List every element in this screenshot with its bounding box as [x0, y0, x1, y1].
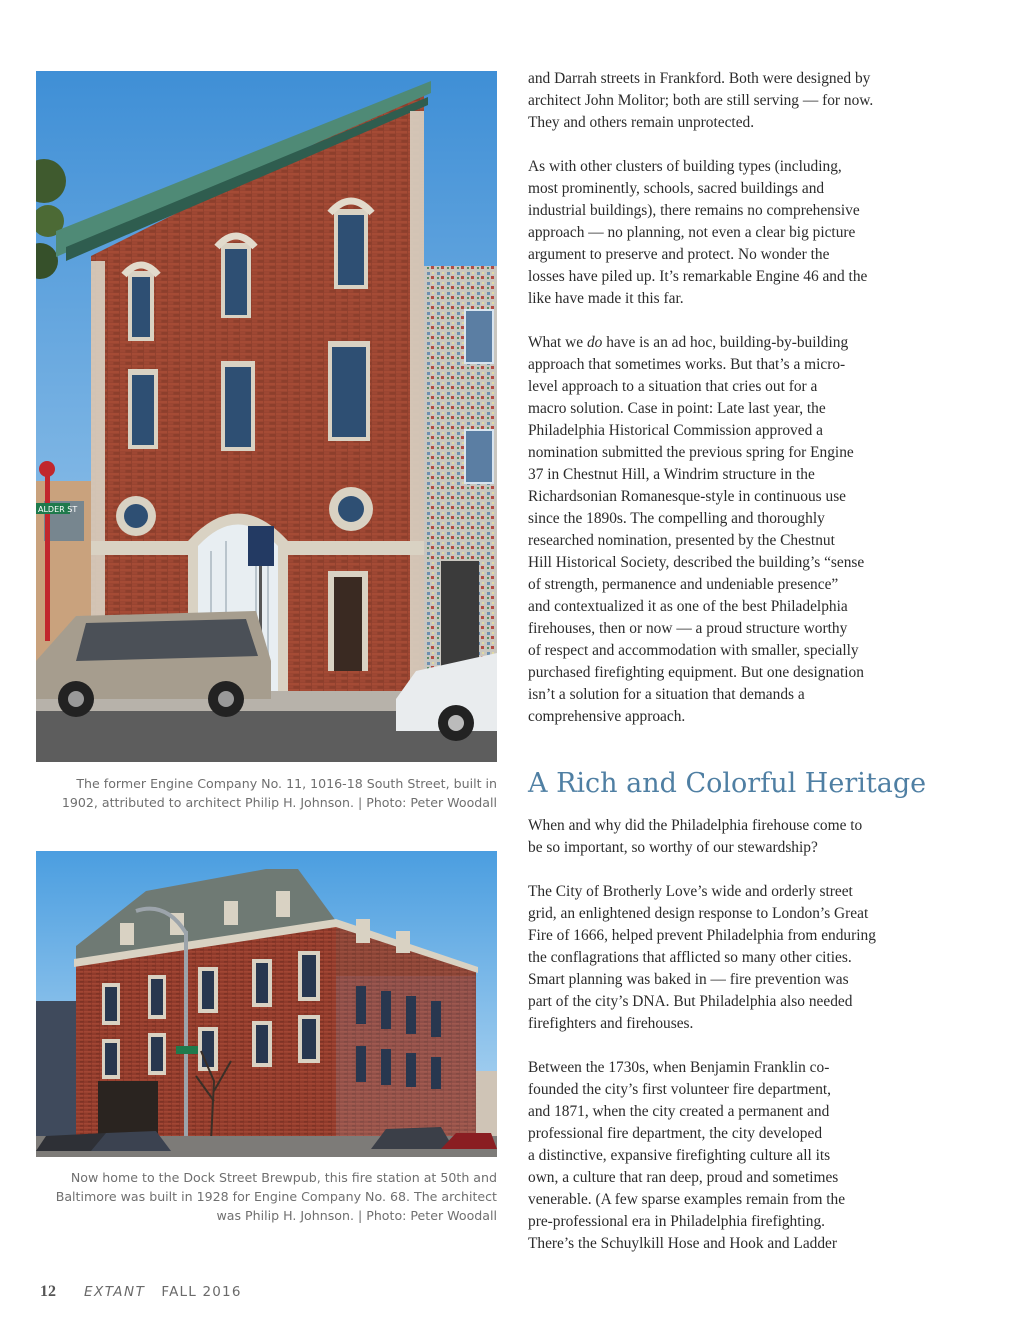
article-paragraph-6: Between the 1730s, when Benjamin Franklin co- founded the city’s first volunteer fire department, and 1871, when the city created a permanent and professional fire department, the city developed a distinctive, expansive firefighting culture all its own, a culture that ran deep, proud and sometimes venerable. (A few sparse examples remain from the pre-professional era in Philadelphia firefighting. There’s the Schuylkill Hose and Hook and Ladder [528, 1059, 846, 1252]
issue-label: FALL 2016 [161, 1284, 242, 1300]
page-footer [40, 1283, 242, 1305]
page-number: 12 [40, 1283, 56, 1300]
photo-caption-second: Now home to the Dock Street Brewpub, this fire station at 50th and Baltimore was built in 1928 for Engine Company No. 68. The architect was Philip H. Johnson. | Photo: Peter Woodall [55, 1170, 497, 1223]
article-paragraph-2: As with other clusters of building types (including, most prominently, schools, sacred buildings and industrial buildings), there remains no comprehensive approach — no planning, not even a clear big picture argument to preserve and protect. No wonder the losses have piled up. It’s remarkable Engine 46 and the like have made it this far. [528, 158, 868, 307]
article-paragraph-3: What we do have is an ad hoc, building-by-building approach that sometimes works. But that’s a micro- level approach to a situation that cries out for a macro solution. Case in point: Late last year, the Philadelphia Historical Commission approved a nomination submitted the previous spring for Engine 37 in Chestnut Hill, a Windrim structure in the Richardsonian Romanesque-style in continuous use since the 1890s. The compelling and thoroughly researched nomination, presented by the Chestnut Hill Historical Society, described the building’s “sense of strength, permanence and undeniable presence” and contextualized it as one of the best Philadelphia firehouses, then or now — a proud structure worthy of respect and accommodation with smaller, specially purchased firefighting equipment. But one designation isn’t a solution for a situation that demands a comprehensive approach. [528, 334, 865, 725]
photo-dock-street-brewpub [36, 851, 497, 1157]
article-paragraph-4: When and why did the Philadelphia firehouse come to be so important, so worthy of our stewardship? [528, 817, 863, 856]
article-paragraph-1: and Darrah streets in Frankford. Both were designed by architect John Molitor; both are still serving — for now. They and others remain unprotected. [528, 70, 874, 131]
photo-engine-company-11 [36, 71, 497, 762]
photo-caption-first: The former Engine Company No. 11, 1016-18 South Street, built in 1902, attributed to architect Philip H. Johnson. | Photo: Peter Woodall [61, 776, 497, 810]
street-sign-text: ALDER ST [38, 505, 78, 514]
article-paragraph-5: The City of Brotherly Love’s wide and orderly street grid, an enlightened design response to London’s Great Fire of 1666, helped prevent Philadelphia from enduring the conflagrations that afflicted so many other cities. Smart planning was baked in — fire prevention was part of the city’s DNA. But Philadelphia also needed firefighters and firehouses. [528, 883, 876, 1032]
magazine-name: EXTANT [84, 1284, 146, 1300]
section-heading: A Rich and Colorful Heritage [528, 768, 927, 799]
